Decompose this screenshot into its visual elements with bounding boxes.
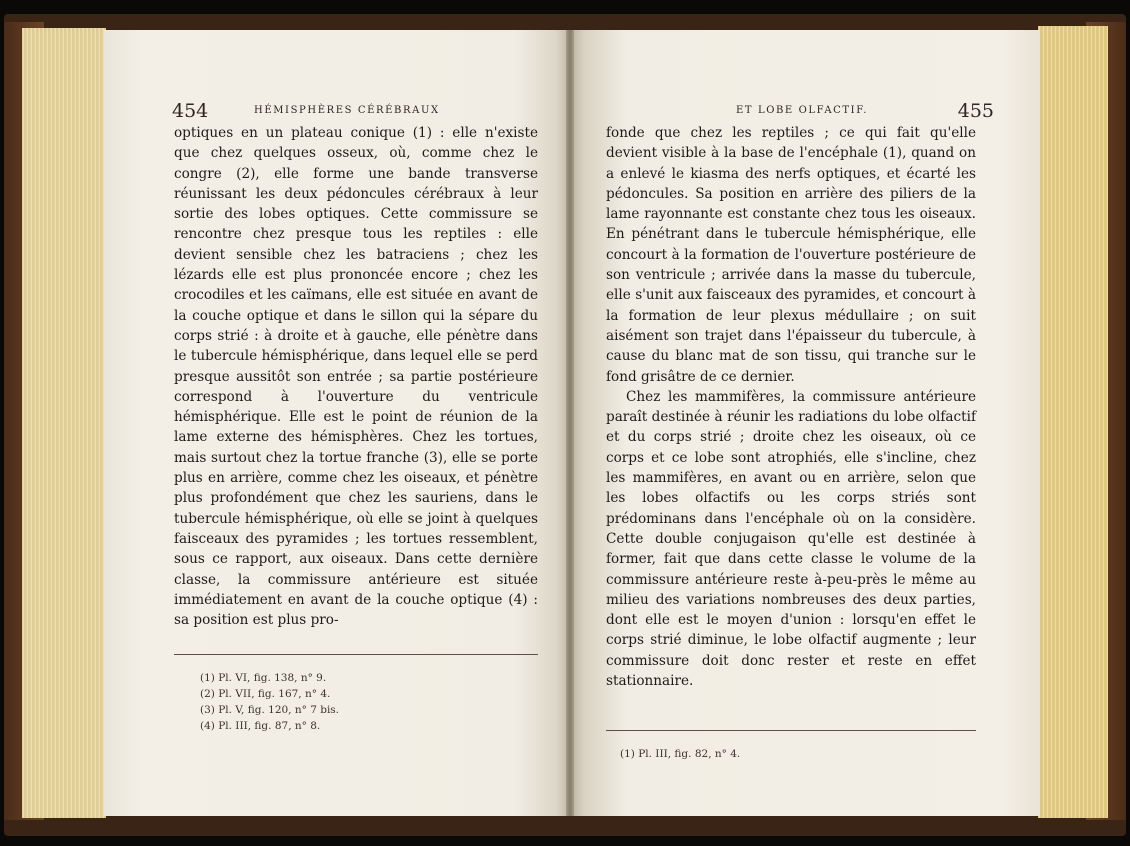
left-footnotes (200, 670, 339, 734)
left-page-number: 454 (172, 100, 209, 122)
page-edges-left (22, 28, 106, 818)
footnote: (1) Pl. VI, fig. 138, n° 9. (200, 672, 327, 684)
left-paragraph-1: optiques en un plateau conique (1) : elle n'existe que chez quelques osseux, où, comme chez le congre (2), elle forme une bande transverse réunissant les deux pédoncules cérébraux à leur sortie des lobes optiques. Cette commissure se rencontre chez presque tous les reptiles : elle devient sensible chez les batraciens ; chez les lézards elle est plus prononcée encore ; chez les crocodiles et les caïmans, elle est située en avant de la couche optique et dans le sillon qui la sépare du corps strié : à droite et à gauche, elle pénètre dans le tubercule hémisphérique, dans lequel elle se perd presque aussitôt son entrée ; sa partie postérieure correspond à l'ouverture du ventricule hémisphérique. Elle est le point de réunion de la lame externe des hémisphères. Chez les tortues, mais surtout chez la tortue franche (3), elle se porte plus en arrière, comme chez les oiseaux, et pénètre plus profondément que chez les sauriens, dans le tubercule hémisphérique, où elle se joint à quelques faisceaux des pyramides ; les tortues ressemblent, sous ce rapport, aux oiseaux. Dans cette dernière classe, la commissure antérieure est située immédiatement en avant de la couche optique (4) : sa position est plus pro- (174, 125, 538, 629)
footnote: (3) Pl. V, fig. 120, n° 7 bis. (200, 704, 340, 716)
book-gutter (566, 30, 574, 816)
left-footnote-rule (174, 654, 538, 655)
right-paragraph-2: Chez les mammifères, la commissure antérieure paraît destinée à réunir les radiations du lobe olfactif et du corps strié ; droite chez les oiseaux, où ce corps et ce lobe sont atrophiés, elle s'incline, chez les mammifères, en avant ou en arrière, selon que les lobes olfactifs ou les corps striés sont prédominans dans l'encéphale où on la considère. Cette double conjugaison qu'elle est destinée à former, fait que dans cette classe le volume de la commissure antérieure reste à-peu-près le même au milieu des variations nombreuses des deux parties, dont elle est le moyen d'union : lorsqu'en effet le corps strié diminue, le lobe olfactif augmente ; leur commissure doit donc rester et reste en effet stationnaire. (606, 388, 976, 690)
footnote: (2) Pl. VII, fig. 167, n° 4. (200, 688, 331, 700)
page-edges-right (1038, 26, 1108, 818)
footnote: (1) Pl. III, fig. 82, n° 4. (620, 748, 741, 760)
left-page (104, 30, 570, 816)
right-paragraph-1: fonde que chez les reptiles ; ce qui fait qu'elle devient visible à la base de l'encéphale (1), quand on a enlevé le kiasma des nerfs optiques, et écarté les pédoncules. Sa position en arrière des piliers de la lame rayonnante est constante chez tous les oiseaux. En pénétrant dans le tubercule hémisphérique, elle concourt à la formation de l'ouverture postérieure de son ventricule ; arrivée dans la masse du tubercule, elle s'unit aux faisceaux des pyramides, et concourt à la formation de leur plexus médullaire ; on suit aisément son trajet dans l'épaisseur du tubercule, à cause du blanc mat de son tissu, qui tranche sur le fond grisâtre de ce dernier. (606, 125, 976, 385)
right-page (570, 30, 1040, 816)
left-running-title: HÉMISPHÈRES CÉRÉBRAUX (254, 105, 440, 116)
left-running-head (172, 94, 542, 124)
right-running-head (600, 94, 994, 124)
left-body-text (174, 123, 538, 630)
right-footnote-rule (606, 730, 976, 731)
right-page-number: 455 (957, 100, 994, 122)
footnote: (4) Pl. III, fig. 87, n° 8. (200, 720, 321, 732)
right-footnotes (620, 746, 740, 762)
right-body-text (606, 123, 976, 691)
right-running-title: ET LOBE OLFACTIF. (736, 105, 868, 116)
